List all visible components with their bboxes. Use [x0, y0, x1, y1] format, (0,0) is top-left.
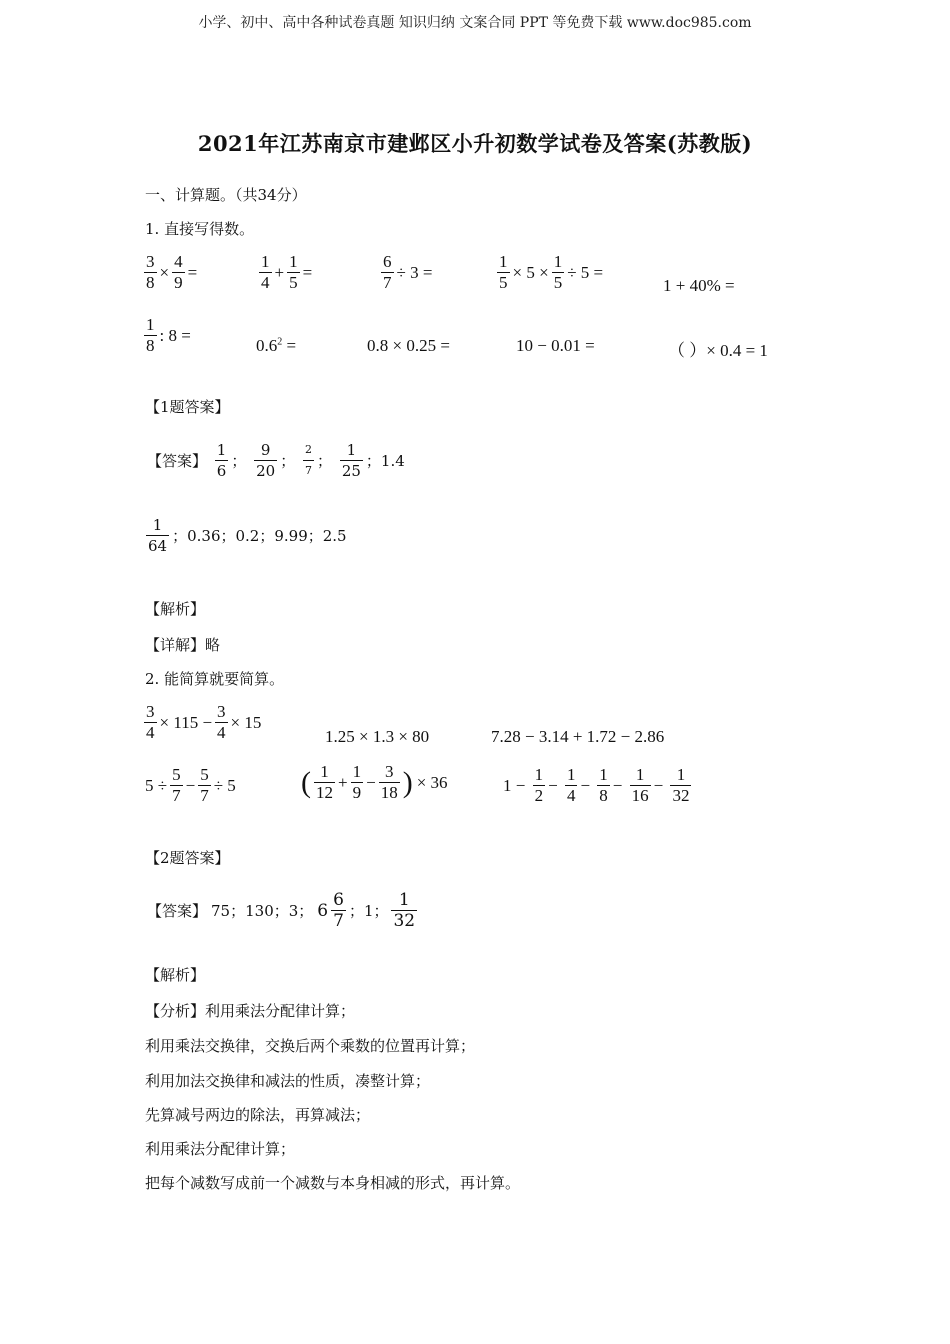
fraction: $\frac{6}{7}$: [333, 890, 344, 931]
answer-2-line: 【答案】 75；130；3； 6 $\frac{6}{7}$ ；1； $\frac{1}{32}$: [147, 890, 416, 931]
q1-problem-8: 0.8 × 0.25 =: [367, 336, 450, 355]
analysis-line: 把每个减数写成前一个减数与本身相减的形式，再计算。: [145, 1174, 521, 1192]
fraction: $\frac{9}{20}$: [256, 441, 276, 480]
q1-problem-2: $\frac{1}{4}$ + $\frac{1}{5}$ =: [261, 252, 313, 292]
answer-2-analysis-heading: 【解析】: [145, 966, 206, 984]
answer-1-line-2: $\frac{1}{64}$ ；0.36；0.2；9.99；2.5: [148, 516, 347, 555]
fraction: $\frac{5}{7}$: [172, 765, 181, 805]
fraction: $\frac{5}{7}$: [200, 765, 209, 805]
fraction: $\frac{3}{8}$: [146, 252, 155, 292]
fraction: $\frac{1}{64}$: [148, 516, 168, 555]
fraction: $\frac{1}{2}$: [534, 765, 544, 805]
fraction: $\frac{1}{25}$: [341, 441, 361, 480]
q1-problem-5: 1 + 40% =: [663, 276, 735, 295]
analysis-line: 利用加法交换律和减法的性质，凑整计算；: [145, 1072, 431, 1090]
fraction: $\frac{3}{18}$: [380, 762, 398, 802]
fraction: $\frac{1}{5}$: [289, 252, 298, 292]
fraction: $\frac{3}{4}$: [146, 702, 155, 742]
fraction: $\frac{2}{7}$: [303, 440, 314, 481]
analysis-line: 先算减号两边的除法，再算减法；: [145, 1106, 371, 1124]
analysis-line: 利用乘法分配律计算；: [145, 1140, 296, 1158]
question-2-stem: 2. 能简算就要简算。: [145, 670, 285, 688]
q2-expression-4: 5 ÷ $\frac{5}{7}$ − $\frac{5}{7}$ ÷ 5: [145, 765, 236, 805]
fraction: $\frac{3}{4}$: [217, 702, 226, 742]
fraction: $\frac{1}{4}$: [566, 765, 576, 805]
q2-expression-5: ( $\frac{1}{12}$ + $\frac{1}{9}$ − $\frac{3}{18}$ ) × 36: [301, 762, 448, 802]
answer-1-detail: 【详解】略: [145, 636, 221, 654]
fraction: $\frac{1}{32}$: [672, 765, 690, 805]
fraction: $\frac{1}{4}$: [261, 252, 270, 292]
q2-expression-2: 1.25 × 1.3 × 80: [325, 727, 430, 746]
section-heading: 一、计算题。（共34分）: [145, 186, 307, 204]
q1-problem-9: 10 − 0.01 =: [516, 336, 595, 355]
q1-problem-7: $0.6^2$ =: [256, 336, 297, 355]
fraction: $\frac{1}{32}$: [393, 890, 416, 931]
q1-problem-6: $\frac{1}{8}$ : 8 =: [146, 315, 191, 355]
q2-expression-6: 1 − $\frac{1}{2}$ − $\frac{1}{4}$ − $\frac{1}{8}$ − $\frac{1}{16}$ − $\frac{1}{32}$: [503, 765, 690, 805]
q2-expression-3: 7.28 − 3.14 + 1.72 − 2.86: [491, 727, 665, 746]
fraction: $\frac{1}{5}$: [553, 252, 563, 292]
q2-expression-1: $\frac{3}{4}$ × 115 − $\frac{3}{4}$ × 15: [146, 702, 262, 742]
fraction: $\frac{1}{5}$: [499, 252, 508, 292]
q1-problem-1: $\frac{3}{8}$ × $\frac{4}{9}$ =: [146, 252, 198, 292]
answer-2-heading: 【2题答案】: [145, 849, 230, 867]
fraction: $\frac{4}{9}$: [174, 252, 183, 292]
fraction: $\frac{1}{12}$: [316, 762, 333, 802]
fraction: $\frac{6}{7}$: [383, 252, 392, 292]
fraction: $\frac{1}{16}$: [631, 765, 649, 805]
analysis-line: 利用乘法交换律，交换后两个乘数的位置再计算；: [145, 1037, 476, 1055]
analysis-line: 【分析】利用乘法分配律计算；: [145, 1002, 356, 1020]
q1-problem-3: $\frac{6}{7}$ ÷ 3 =: [383, 252, 433, 292]
fraction: $\frac{1}{8}$: [599, 765, 608, 805]
answer-1-analysis-heading: 【解析】: [145, 600, 206, 618]
question-1-stem: 1. 直接写得数。: [145, 220, 255, 238]
fraction: $\frac{1}{9}$: [352, 762, 362, 802]
answer-1-heading: 【1题答案】: [145, 398, 230, 416]
q1-problem-10: （ ）× 0.4 = 1: [668, 341, 768, 360]
q1-problem-4: $\frac{1}{5}$ × 5 × $\frac{1}{5}$ ÷ 5 =: [499, 252, 604, 292]
fraction: $\frac{1}{8}$: [146, 315, 155, 355]
answer-1-line-1: 【答案】 $\frac{1}{6}$ ； $\frac{9}{20}$ ； $\frac{2}{7}$ ； $\frac{1}{25}$ ；1.4: [147, 441, 405, 480]
site-header: 小学、初中、高中各种试卷真题 知识归纳 文案合同 PPT 等免费下载 www.doc985.com: [198, 15, 752, 31]
page-title: 2021年江苏南京市建邺区小升初数学试卷及答案(苏教版): [197, 131, 753, 156]
fraction: $\frac{1}{6}$: [216, 441, 227, 480]
